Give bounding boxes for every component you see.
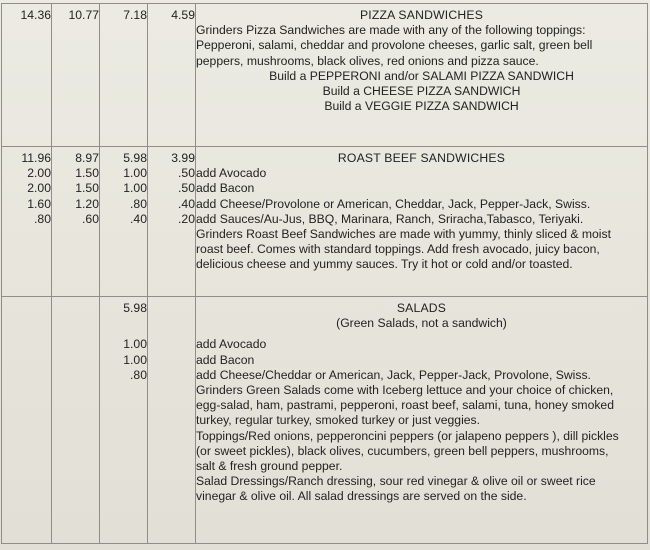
roast-beef-title: ROAST BEEF SANDWICHES — [337, 151, 506, 165]
salads-title: SALADS — [396, 301, 447, 315]
addon-price: 1.00 — [123, 166, 147, 181]
addon-price: .40 — [130, 211, 147, 226]
pizza-price-mini: 4.59 — [148, 4, 196, 147]
roast-beef-price-col-4 — [148, 147, 196, 297]
salads-desc-line: Grinders Green Salads come with Iceberg lettuce and your choice of chicken, — [196, 383, 614, 398]
addon-label: add Cheese/Cheddar or American, Jack, Pepper-Jack, Provolone, Swiss. — [196, 367, 591, 382]
salads-price: 5.98 — [123, 301, 147, 315]
roast-beef-price-large: 11.96 — [21, 151, 51, 165]
addon-price: 1.00 — [123, 337, 147, 352]
salads-desc-line: Toppings/Red onions, pepperoncini peppers (or jalapeno peppers ), dill pickles — [196, 428, 619, 443]
pizza-desc-line: peppers, mushrooms, black olives, red onions and pizza sauce. — [196, 53, 539, 68]
addon-price: .80 — [130, 367, 147, 382]
addon-label: add Bacon — [196, 352, 255, 367]
addon-price: 1.50 — [75, 181, 99, 196]
roast-beef-price-col-2 — [52, 147, 100, 297]
salads-price-col — [100, 297, 148, 544]
addon-price: .50 — [178, 166, 195, 181]
roast-beef-price-medium: 8.97 — [75, 151, 99, 165]
roast-beef-price-col-1 — [2, 147, 52, 297]
addon-label: add Avocado — [196, 337, 267, 352]
roast-beef-desc-line: delicious cheese and yummy sauces. Try it hot or cold and/or toasted. — [196, 257, 573, 272]
addon-price: 2.00 — [27, 181, 51, 196]
pizza-build-line: Build a CHEESE PIZZA SANDWICH — [322, 84, 521, 99]
roast-beef-price-small: 5.98 — [123, 151, 147, 165]
salads-desc-line: salt & fresh ground pepper. — [196, 459, 343, 474]
pizza-price-large: 14.36 — [2, 4, 52, 147]
salads-section — [2, 297, 648, 544]
addon-label: add Sauces/Au-Jus, BBQ, Marinara, Ranch, Sriracha,Tabasco, Teriyaki. — [196, 211, 584, 226]
roast-beef-desc-line: roast beef. Comes with standard toppings. Add fresh avocado, juicy bacon, — [196, 242, 600, 257]
pizza-desc-line: Grinders Pizza Sandwiches are made with any of the following toppings: — [196, 23, 586, 38]
addon-label: add Cheese/Provolone or American, Cheddar, Jack, Pepper-Jack, Swiss. — [196, 196, 591, 211]
roast-beef-desc-line: Grinders Roast Beef Sandwiches are made with yummy, thinly sliced & moist — [196, 227, 611, 242]
roast-beef-price-col-3 — [100, 147, 148, 297]
addon-price: .80 — [34, 211, 51, 226]
pizza-description — [196, 4, 648, 147]
menu-table — [1, 3, 648, 544]
roast-beef-section — [2, 147, 648, 297]
addon-price: .50 — [178, 181, 195, 196]
addon-price: 1.20 — [75, 196, 99, 211]
addon-label: add Avocado — [196, 166, 267, 181]
salads-desc-line: egg-salad, ham, pastrami, pepperoni, roast beef, salami, tuna, honey smoked — [196, 398, 614, 413]
roast-beef-description — [196, 147, 648, 297]
addon-label: add Bacon — [196, 181, 255, 196]
pizza-price-medium: 10.77 — [52, 4, 100, 147]
salads-desc-line: Salad Dressings/Ranch dressing, sour red vinegar & olive oil or sweet rice — [196, 474, 596, 489]
addon-price: .40 — [178, 196, 195, 211]
salads-empty-col-2 — [52, 297, 100, 544]
addon-price: 1.00 — [123, 352, 147, 367]
pizza-title: PIZZA SANDWICHES — [359, 8, 484, 22]
roast-beef-price-mini: 3.99 — [171, 151, 195, 165]
pizza-price-small: 7.18 — [100, 4, 148, 147]
spacer — [100, 316, 147, 331]
salads-subtitle: (Green Salads, not a sandwich) — [336, 316, 507, 331]
pizza-build-line: Build a VEGGIE PIZZA SANDWICH — [324, 99, 519, 114]
addon-price: .60 — [82, 211, 99, 226]
salads-description — [196, 297, 648, 544]
salads-empty-col-1 — [2, 297, 52, 544]
salads-desc-line: (or sweet pickles), black olives, cucumbers, green bell peppers, mushrooms, — [196, 443, 609, 458]
pizza-desc-line: Pepperoni, salami, cheddar and provolone cheeses, garlic salt, green bell — [196, 38, 593, 53]
addon-price: 1.60 — [27, 196, 51, 211]
addon-price: .80 — [130, 196, 147, 211]
salads-desc-line: vinegar & olive oil. All salad dressings are served on the side. — [196, 489, 527, 504]
salads-empty-col-4 — [148, 297, 196, 544]
pizza-build-line: Build a PEPPERONI and/or SALAMI PIZZA SANDWICH — [269, 68, 574, 83]
salads-desc-line: turkey, regular turkey, smoked turkey or just veggies. — [196, 413, 481, 428]
addon-price: 2.00 — [27, 166, 51, 181]
addon-price: .20 — [178, 211, 195, 226]
addon-price: 1.50 — [75, 166, 99, 181]
pizza-section — [2, 4, 648, 147]
addon-price: 1.00 — [123, 181, 147, 196]
